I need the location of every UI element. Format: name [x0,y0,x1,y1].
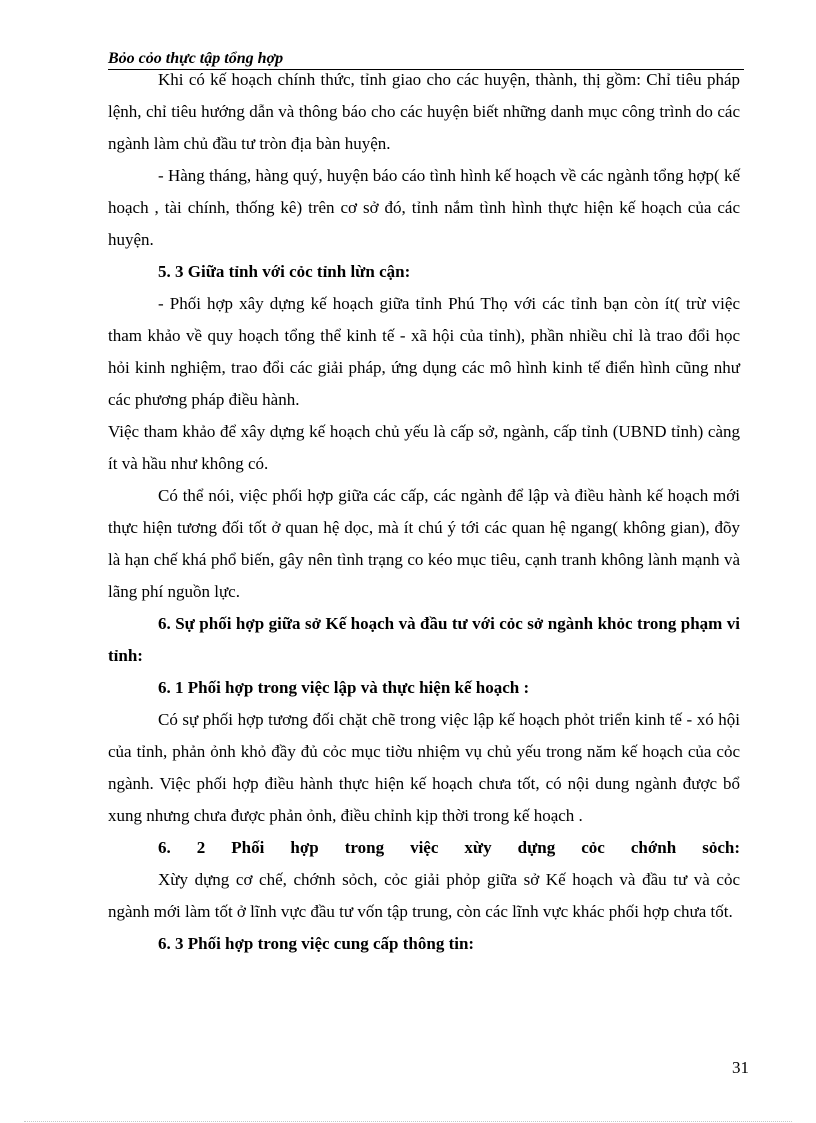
section-heading: 6. 2 Phối hợp trong việc xừy dựng cỏc chớnh sỏch: [158,838,740,857]
page-number: 31 [732,1058,749,1077]
section-heading: 5. 3 Giữa tỉnh với cỏc tỉnh lừn cận: [158,262,411,281]
paragraph: Có sự phối hợp tương đối chặt chẽ trong việc lập kế hoạch phỏt triển kinh tế - xó hội của tỉnh, phản ỏnh khỏ đầy đủ cỏc mục tiờu nhiệm vụ chủ yếu trong năm kế hoạch của cỏc ngành. Việc phối hợp điều hành thực hiện kế hoạch chưa tốt, có nội dung ngành được bổ xung nhưng chưa được phản ỏnh, điều chỉnh kịp thời trong kế hoạch . [108,710,740,825]
section-heading: 6. 3 Phối hợp trong việc cung cấp thông tin: [158,934,475,953]
paragraph: Có thể nói, việc phối hợp giữa các cấp, các ngành để lập và điều hành kế hoạch mới thực hiện tương đối tốt ở quan hệ dọc, mà ít chú ý tới các quan hệ ngang( không gian), đõy là hạn chế khá phổ biến, gây nên tình trạng co kéo mục tiêu, cạnh tranh không lành mạnh và lãng phí nguồn lực. [108,486,740,601]
document-body [108,64,740,960]
paragraph: Việc tham khảo để xây dựng kế hoạch chủ yếu là cấp sở, ngành, cấp tỉnh (UBND tỉnh) càng ít và hầu như không có. [108,422,740,473]
paragraph: - Phối hợp xây dựng kế hoạch giữa tỉnh Phú Thọ với các tỉnh bạn còn ít( trừ việc tham khảo về quy hoạch tổng thể kinh tế - xã hội của tỉnh), phần nhiều chỉ là trao đổi học hỏi kinh nghiệm, trao đổi các giải pháp, ứng dụng các mô hình kinh tế điển hình cũng như các phương pháp điều hành. [108,294,740,409]
section-heading: 6. 1 Phối hợp trong việc lập và thực hiện kế hoạch : [158,678,530,697]
header-title: Bỏo cỏo thực tập tổng hợp [108,50,284,67]
paragraph: Xừy dựng cơ chế, chớnh sỏch, cỏc giải phỏp giữa sở Kế hoạch và đầu tư và cỏc ngành mới làm tốt ở lĩnh vực đầu tư vốn tập trung, còn các lĩnh vực khác phối hợp chưa tốt. [108,870,740,921]
page-bottom-divider [24,1121,792,1122]
paragraph: Khi có kế hoạch chính thức, tỉnh giao cho các huyện, thành, thị gồm: Chỉ tiêu pháp lệnh, chỉ tiêu hướng dẫn và thông báo cho các huyện biết những danh mục công trình do các ngành làm chủ đầu tư tròn địa bàn huyện. [108,70,740,153]
section-heading: 6. Sự phối hợp giữa sở Kế hoạch và đầu tư với cỏc sở ngành khỏc trong phạm vi tỉnh: [108,614,740,665]
paragraph: - Hàng tháng, hàng quý, huyện báo cáo tình hình kế hoạch về các ngành tổng hợp( kế hoạch , tài chính, thống kê) trên cơ sở đó, tỉnh nắm tình hình thực hiện kế hoạch của các huyện. [108,166,740,249]
